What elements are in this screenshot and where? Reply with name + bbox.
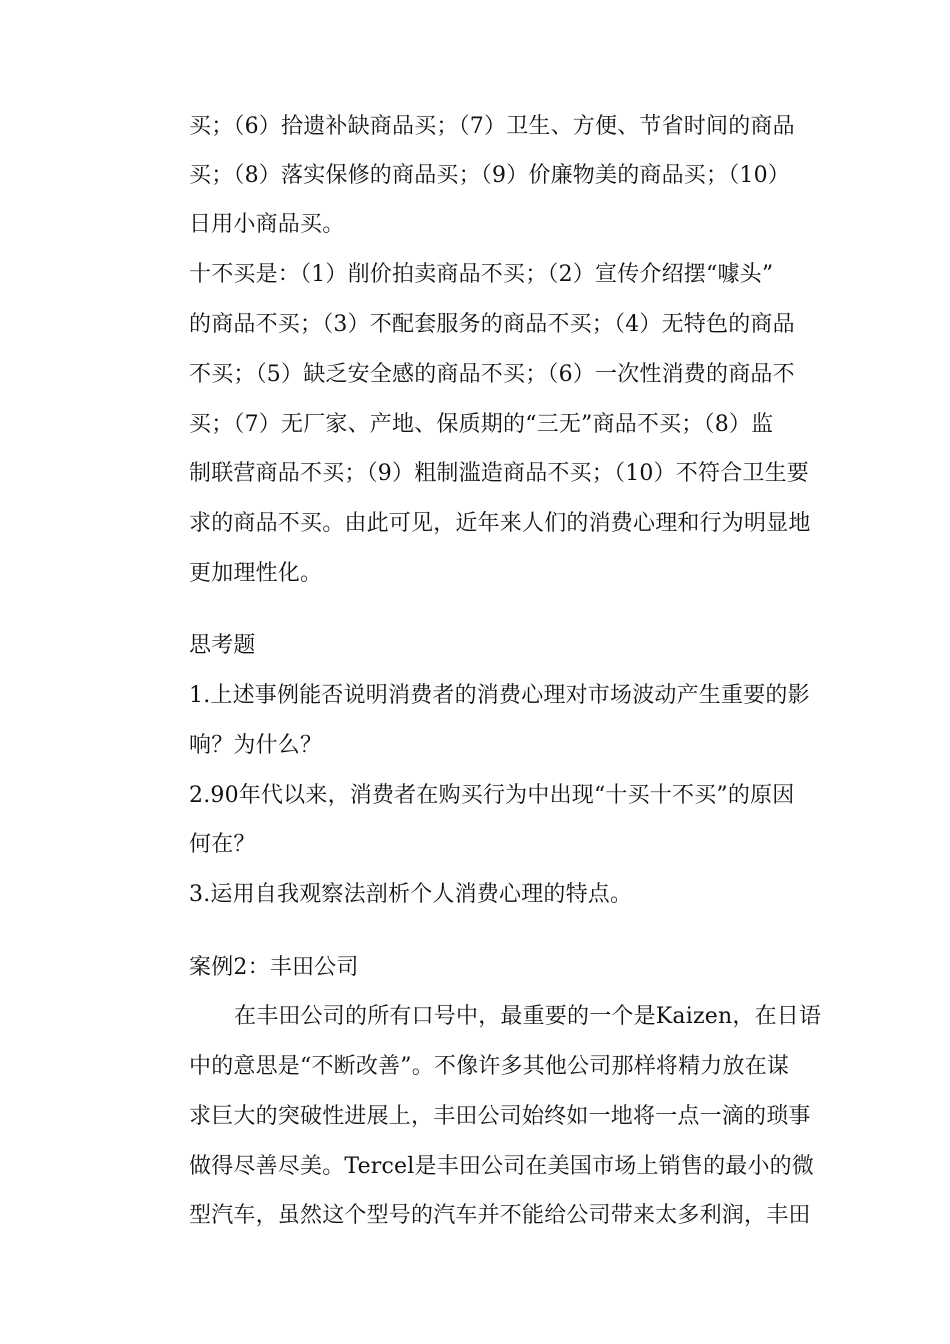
text-line: 买；（7）无厂家、产地、保质期的“三无”商品不买；（8）监 xyxy=(189,412,774,437)
text-line: 求的商品不买。由此可见，近年来人们的消费心理和行为明显地 xyxy=(189,511,811,536)
question-2: 2.90年代以来，消费者在购买行为中出现“十买十不买”的原因 xyxy=(189,783,795,808)
text-line: 制联营商品不买；（9）粗制滥造商品不买；（10）不符合卫生要 xyxy=(189,461,809,486)
question-1: 1.上述事例能否说明消费者的消费心理对市场波动产生重要的影 xyxy=(189,683,810,708)
text-line: 更加理性化。 xyxy=(189,561,323,586)
text-line: 买；（6）拾遗补缺商品买；（7）卫生、方便、节省时间的商品 xyxy=(189,114,795,139)
text-line: 十不买是：（1）削价拍卖商品不买；（2）宣传介绍摆“噱头” xyxy=(189,262,774,287)
paragraph-first-line: 在丰田公司的所有口号中，最重要的一个是Kaizen，在日语 xyxy=(234,1004,822,1029)
text-line: 不买；（5）缺乏安全感的商品不买；（6）一次性消费的商品不 xyxy=(189,362,795,387)
text-line: 买；（8）落实保修的商品买；（9）价廉物美的商品买；（10） xyxy=(189,163,790,188)
text-line: 的商品不买；（3）不配套服务的商品不买；（4）无特色的商品 xyxy=(189,312,795,337)
text-line: 做得尽善尽美。Tercel是丰田公司在美国市场上销售的最小的微 xyxy=(189,1154,815,1179)
question-3: 3.运用自我观察法剖析个人消费心理的特点。 xyxy=(189,882,633,907)
text-line: 日用小商品买。 xyxy=(189,212,345,237)
text-line: 型汽车，虽然这个型号的汽车并不能给公司带来太多利润，丰田 xyxy=(189,1203,811,1228)
section-heading: 思考题 xyxy=(189,633,256,658)
question-2-cont: 何在？ xyxy=(189,832,256,857)
text-line: 求巨大的突破性进展上，丰田公司始终如一地将一点一滴的琐事 xyxy=(189,1104,811,1129)
text-line: 中的意思是“不断改善”。不像许多其他公司那样将精力放在谋 xyxy=(189,1054,790,1079)
question-1-cont: 响？为什么？ xyxy=(189,733,323,758)
case-heading: 案例2：丰田公司 xyxy=(189,955,359,980)
